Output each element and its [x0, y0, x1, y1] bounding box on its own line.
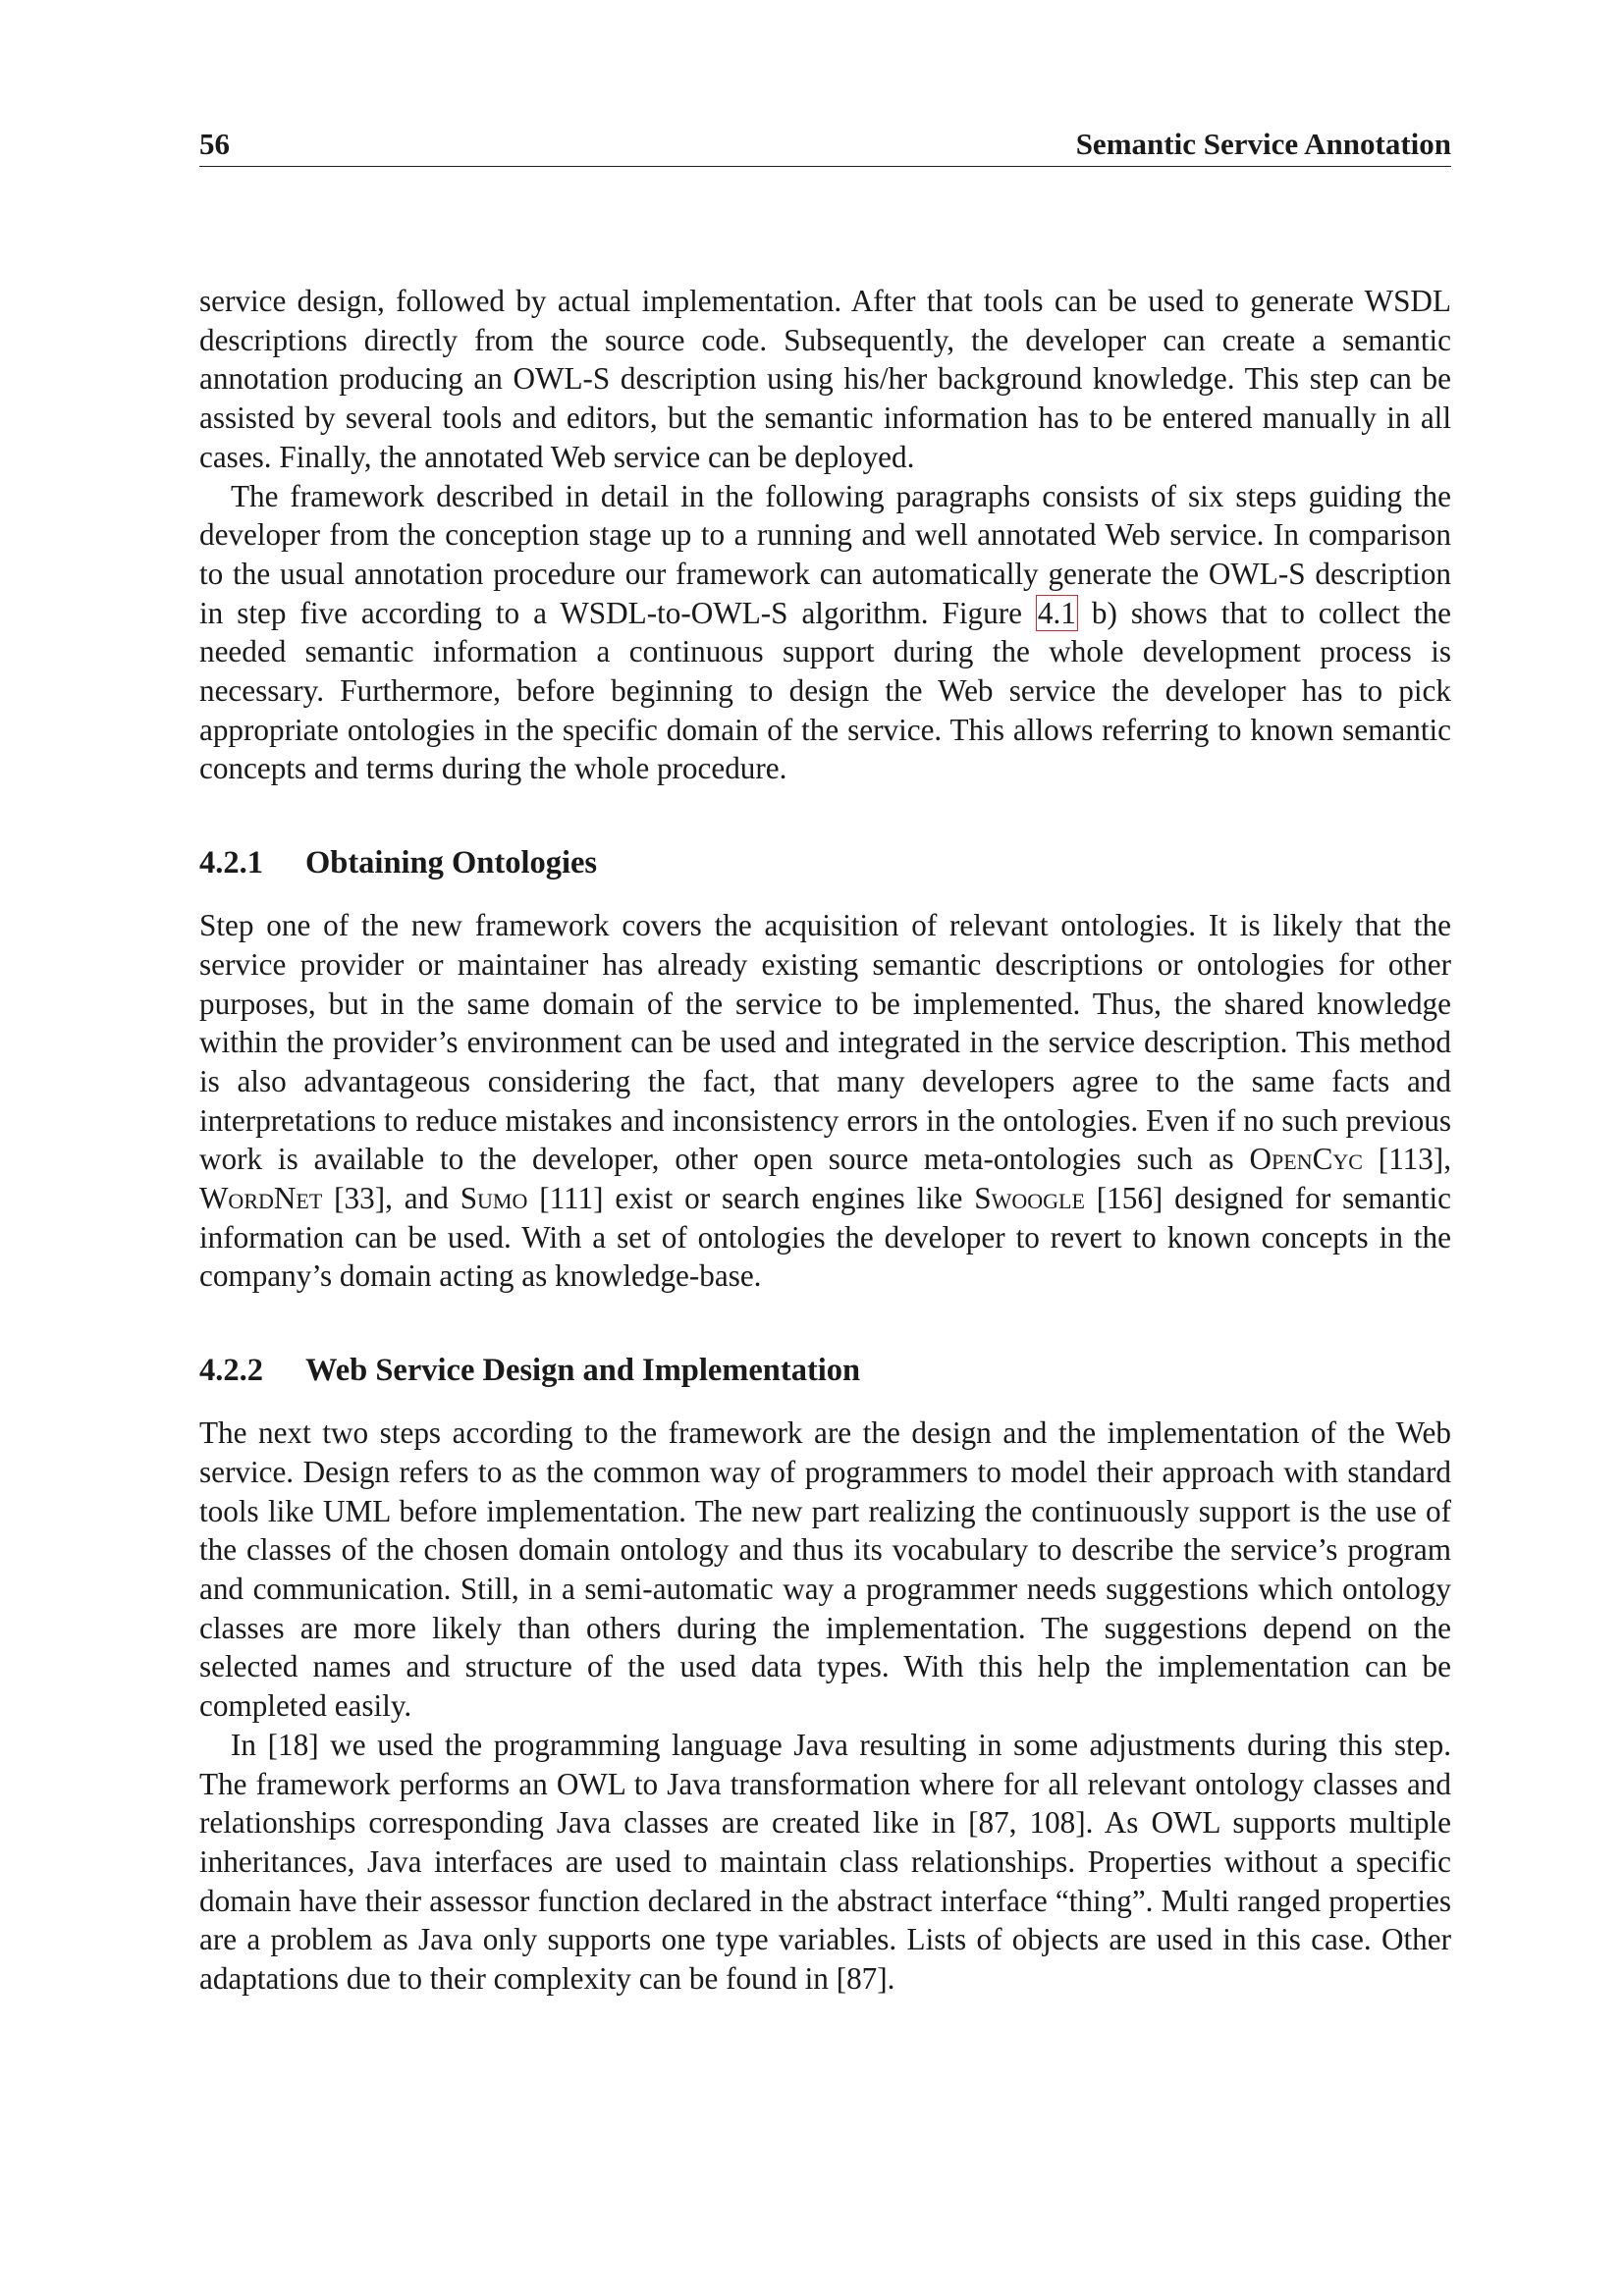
section-number: 4.2.2 — [199, 1353, 263, 1389]
running-header — [199, 123, 1451, 167]
opencyc-term: OpenCyc — [1249, 1142, 1363, 1177]
intro-paragraph-2 — [199, 477, 1451, 789]
section-heading-4-2-1 — [199, 843, 1451, 882]
figure-reference-link[interactable]: 4.1 — [1037, 595, 1076, 630]
text-run: [33], and — [322, 1181, 460, 1216]
sumo-term: Sumo — [460, 1181, 528, 1216]
wordnet-term: WordNet — [199, 1181, 323, 1216]
section-title: Obtaining Ontologies — [305, 845, 598, 881]
section-heading-4-2-2 — [199, 1351, 1451, 1390]
section-4-2-1-paragraph — [199, 906, 1451, 1296]
page-number: 56 — [199, 127, 230, 161]
text-run: [113], — [1362, 1142, 1451, 1177]
intro-paragraph-2-start: The framework described in detail in the following paragraphs consists of six steps guiding the developer from the conception stage up to a running and well annotated Web service. In comparison to the usual annotation procedure our framework can automatically generate the OWL-S description in step five according to a WSDL-to-OWL-S algorithm. Figure — [199, 478, 1451, 630]
section-4-2-2-paragraph-2: In [18] we used the programming language Java resulting in some adjustments during this step. The framework performs an OWL to Java transformation where for all relevant ontology classes and relationships corresponding Java classes are created like in [87, 108]. As OWL supports multiple inheritances, Java interfaces are used to maintain class relationships. Properties without a specific domain have their assessor function declared in the abstract interface “thing”. Multi ranged properties are a problem as Java only supports one type variables. Lists of objects are used in this case. Other adaptations due to their complexity can be found in [87]. — [199, 1727, 1451, 1997]
section-title: Web Service Design and Implementation — [305, 1353, 861, 1389]
main-text — [199, 282, 1451, 1999]
text-run: [156] designed for semantic information can be used. With a set of ontologies the developer to revert to known concepts in the company’s domain acting as knowledge-base. — [199, 1181, 1451, 1294]
text-run: Step one of the new framework covers the acquisition of relevant ontologies. It is likely that the service provider or maintainer has already existing semantic descriptions or ontologies for other purposes, but in the same domain of the service to be implemented. Thus, the shared knowledge within the provider’s environment can be used and integrated in the service description. This method is also advantageous considering the fact, that many developers agree to the same facts and interpretations to reduce mistakes and inconsistency errors in the ontologies. Even if no such previous work is available to the developer, other open source meta-ontologies such as — [199, 908, 1451, 1177]
text-run: [111] exist or search engines like — [527, 1181, 975, 1216]
running-title: Semantic Service Annotation — [1075, 127, 1451, 161]
intro-paragraph-1: service design, followed by actual implementation. After that tools can be used to generate WSDL descriptions directly from the source code. Subsequently, the developer can create a semantic annotation producing an OWL-S description using his/her background knowledge. This step can be assisted by several tools and editors, but the semantic information has to be entered manually in all cases. Finally, the annotated Web service can be deployed. — [199, 284, 1451, 474]
swoogle-term: Swoogle — [974, 1181, 1085, 1216]
intro-paragraph-2-end: b) shows that to collect the needed semantic information a continuous support during the whole development process is necessary. Furthermore, before beginning to design the Web service the developer has to pick appropriate ontologies in the specific domain of the service. This allows referring to known semantic concepts and terms during the whole procedure. — [199, 595, 1451, 786]
section-number: 4.2.1 — [199, 845, 263, 881]
section-4-2-2-paragraph-1: The next two steps according to the framework are the design and the implementation of the Web service. Design refers to as the common way of programmers to model their approach with standard tools like UML before implementation. The new part realizing the continuously support is the use of the classes of the chosen domain ontology and thus its vocabulary to describe the service’s program and communication. Still, in a semi-automatic way a programmer needs suggestions which ontology classes are more likely than others during the implementation. The suggestions depend on the selected names and structure of the used data types. With this help the implementation can be completed easily. — [199, 1415, 1451, 1724]
